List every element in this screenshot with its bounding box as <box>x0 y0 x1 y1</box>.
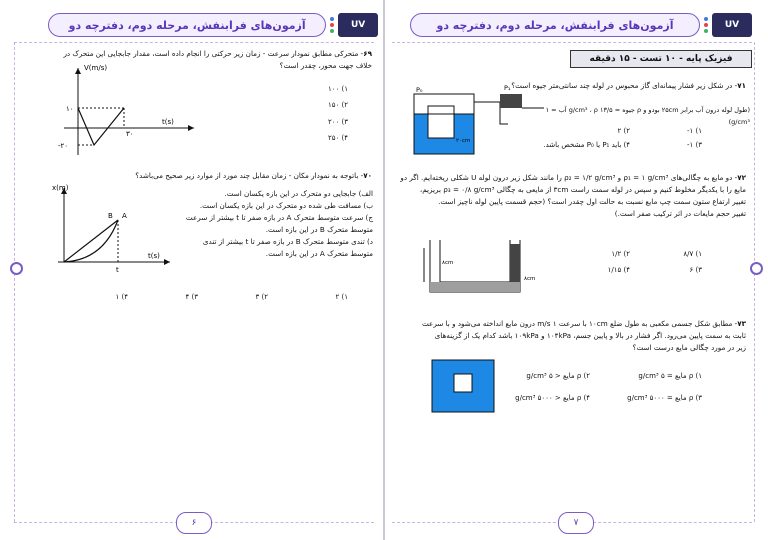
graph-xlabel: t(s) <box>148 252 160 260</box>
crop-line <box>754 42 755 522</box>
velocity-time-graph <box>44 60 204 160</box>
page-number: ۷ <box>558 512 594 534</box>
page-number: ۶ <box>176 512 212 534</box>
section-title: فیزیک پایه - ۱۰ تست - ۱۵ دقیقه <box>570 50 752 68</box>
crop-line <box>14 42 374 43</box>
question-70 <box>22 170 372 182</box>
option-1[interactable]: ۱) ۱۰۰ <box>327 85 348 93</box>
gas-tube-figure <box>404 84 554 160</box>
question-text: خلاف جهت محور، چقدر است؟ <box>279 61 372 70</box>
graph-ylabel: V(m/s) <box>84 64 108 72</box>
uv-logo <box>712 13 752 37</box>
question-text: - مطابق شکل جسمی مکعبی به طول ضلع ۱۰cm با سرعت ۱ m/s درون مایع انداخته می‌شود و با سرعت <box>421 319 738 328</box>
height-label: ۸cm <box>442 260 454 266</box>
option-1[interactable]: ۱) ρ مایع = ۵ g/cm³ <box>638 372 702 380</box>
question-number: ۷۰ <box>363 171 372 180</box>
statements-list <box>158 188 373 260</box>
graph-xlabel: t(s) <box>162 118 174 126</box>
statement: متوسط متحرک A در این بازه است. <box>265 249 373 258</box>
depth-label: ۲۰cm <box>456 138 471 144</box>
binder-hole-icon <box>750 262 763 275</box>
color-dots-icon <box>330 17 334 33</box>
option-1[interactable]: ۱) ۸/۷ <box>683 250 702 258</box>
question-72 <box>396 172 746 220</box>
logo-text: UV <box>724 20 740 30</box>
question-number: ۶۹ <box>363 49 372 58</box>
question-71-data: (طول لوله درون آب برابر ۲۵cm بودو و ρ جیوه = ۱۳/۵ g/cm³ ، ρ آب = ۱ g/cm³) <box>545 106 750 126</box>
u-tube-figure <box>420 236 550 298</box>
question-73 <box>396 318 746 354</box>
question-text: - متحرکی مطابق نمودار سرعت - زمان زیر حرکتی را انجام داده است، مقدار جابجایی این متحرک در <box>63 49 364 58</box>
question-text: - در شکل زیر فشار پیمانه‌ای گاز محبوس در لوله چند سانتی‌متر جیوه است؟ <box>511 81 738 90</box>
question-text: - باتوجه به نمودار مکان - زمان مقابل چند مورد از موارد زیر صحیح می‌باشد؟ <box>135 171 364 180</box>
option-2[interactable]: ۲) ρ مایع < ۵ g/cm³ <box>526 372 590 380</box>
height-label: ۸cm <box>524 276 536 282</box>
option-3[interactable]: ۳) ۴ <box>185 293 198 301</box>
exam-banner: آزمون‌های فرابنفش، مرحله دوم، دفترچه دو <box>410 13 700 37</box>
question-text: زیر در مورد چگالی مایع درست است؟ <box>632 343 746 352</box>
logo-text: UV <box>351 20 366 30</box>
option-4[interactable]: ۴) ۲۵۰ <box>327 134 348 142</box>
option-4[interactable]: ۴) باید P₁ یا P₀ مشخص باشد. <box>543 141 630 149</box>
page-header <box>48 12 378 38</box>
graph-tick: ۱۰ <box>66 105 74 113</box>
question-text: - دو مایع به چگالی‌های ρ₁ = ۱ g/cm³ و ρ₂ = ۱/۲ g/cm³ را مانند شکل زیر درون لوله U شکلی ریخته‌ایم. اگر دو <box>400 173 738 182</box>
right-page <box>390 0 760 540</box>
question-text: مایع را با یکدیگر مخلوط کنیم و سپس در لوله سمت راست ۳cm از مایعی به چگالی ρ₃ = ۰/۸ g/cm³ بریزیم، <box>419 185 746 194</box>
statement: الف) جابجایی دو متحرک در این بازه یکسان است. <box>224 189 373 198</box>
graph-tick: t <box>116 266 119 274</box>
question-number: ۷۱ <box>737 81 746 90</box>
question-number: ۷۲ <box>737 173 746 182</box>
uv-logo <box>338 13 378 37</box>
statement: متوسط متحرک B در این بازه است. <box>265 225 373 234</box>
option-3[interactable]: ۳) ۶ <box>689 266 702 274</box>
option-1[interactable]: ۱) ۱- <box>686 127 702 135</box>
option-2[interactable]: ۲) ۱۵۰ <box>327 101 348 109</box>
crop-line <box>14 42 15 522</box>
binder-hole-icon <box>10 262 23 275</box>
option-4[interactable]: ۴) ۱ <box>115 293 128 301</box>
statement: د) تندی متوسط متحرک B در بازه صفر تا t بیشتر از تندی <box>202 237 373 246</box>
page-header <box>410 12 760 38</box>
statement: ب) مسافت طی شده دو متحرک در این بازه یکسان است. <box>199 201 373 210</box>
color-dots-icon <box>704 17 708 33</box>
p0-label: P₀ <box>416 86 423 94</box>
option-2[interactable]: ۲) ۳ <box>255 293 268 301</box>
p1-label: P₁ <box>504 84 511 92</box>
option-3[interactable]: ۳) ۲۰۰ <box>327 118 348 126</box>
option-3[interactable]: ۳) ρ مایع = ۵۰۰۰ g/cm³ <box>627 394 702 402</box>
option-1[interactable]: ۱) ۲ <box>335 293 348 301</box>
option-2[interactable]: ۲) ۱/۲ <box>611 250 630 258</box>
curve-label-b: B <box>108 212 113 220</box>
graph-tick: -۲۰ <box>58 142 69 150</box>
question-text: تغییر ارتفاع ستون سمت چپ مایع نسبت به حالت اول چقدر است؟ (حجم قسمت پایین لوله ناچیز است. <box>438 197 746 206</box>
question-number: ۷۳ <box>737 319 746 328</box>
option-4[interactable]: ۴) ρ مایع < ۵۰۰۰ g/cm³ <box>515 394 590 402</box>
option-2[interactable]: ۲) ۲ <box>617 127 630 135</box>
option-4[interactable]: ۴) ۱/۱۵ <box>607 266 630 274</box>
graph-tick: ۳۰ <box>126 130 134 138</box>
graph-ylabel: x(m) <box>52 184 69 192</box>
left-page <box>8 0 378 540</box>
option-3[interactable]: ۳) ۱- <box>686 141 702 149</box>
page-gutter <box>383 0 385 540</box>
question-text: تغییر حجم مایعات در اثر ترکیب صفر است.) <box>614 209 746 218</box>
question-text: ثابت به سمت پایین می‌رود. اگر فشار در بالا و پایین جسم، ۱۰۴kPa و ۱۰۹kPa باشد کدام یک از گزینه‌های <box>434 331 746 340</box>
statement: ج) سرعت متوسط متحرک A در بازه صفر تا t بیشتر از سرعت <box>185 213 373 222</box>
crop-line <box>392 42 752 43</box>
curve-label-a: A <box>122 212 127 220</box>
cube-in-liquid-figure <box>430 358 500 414</box>
exam-banner: آزمون‌های فرابنفش، مرحله دوم، دفترچه دو <box>48 13 326 37</box>
